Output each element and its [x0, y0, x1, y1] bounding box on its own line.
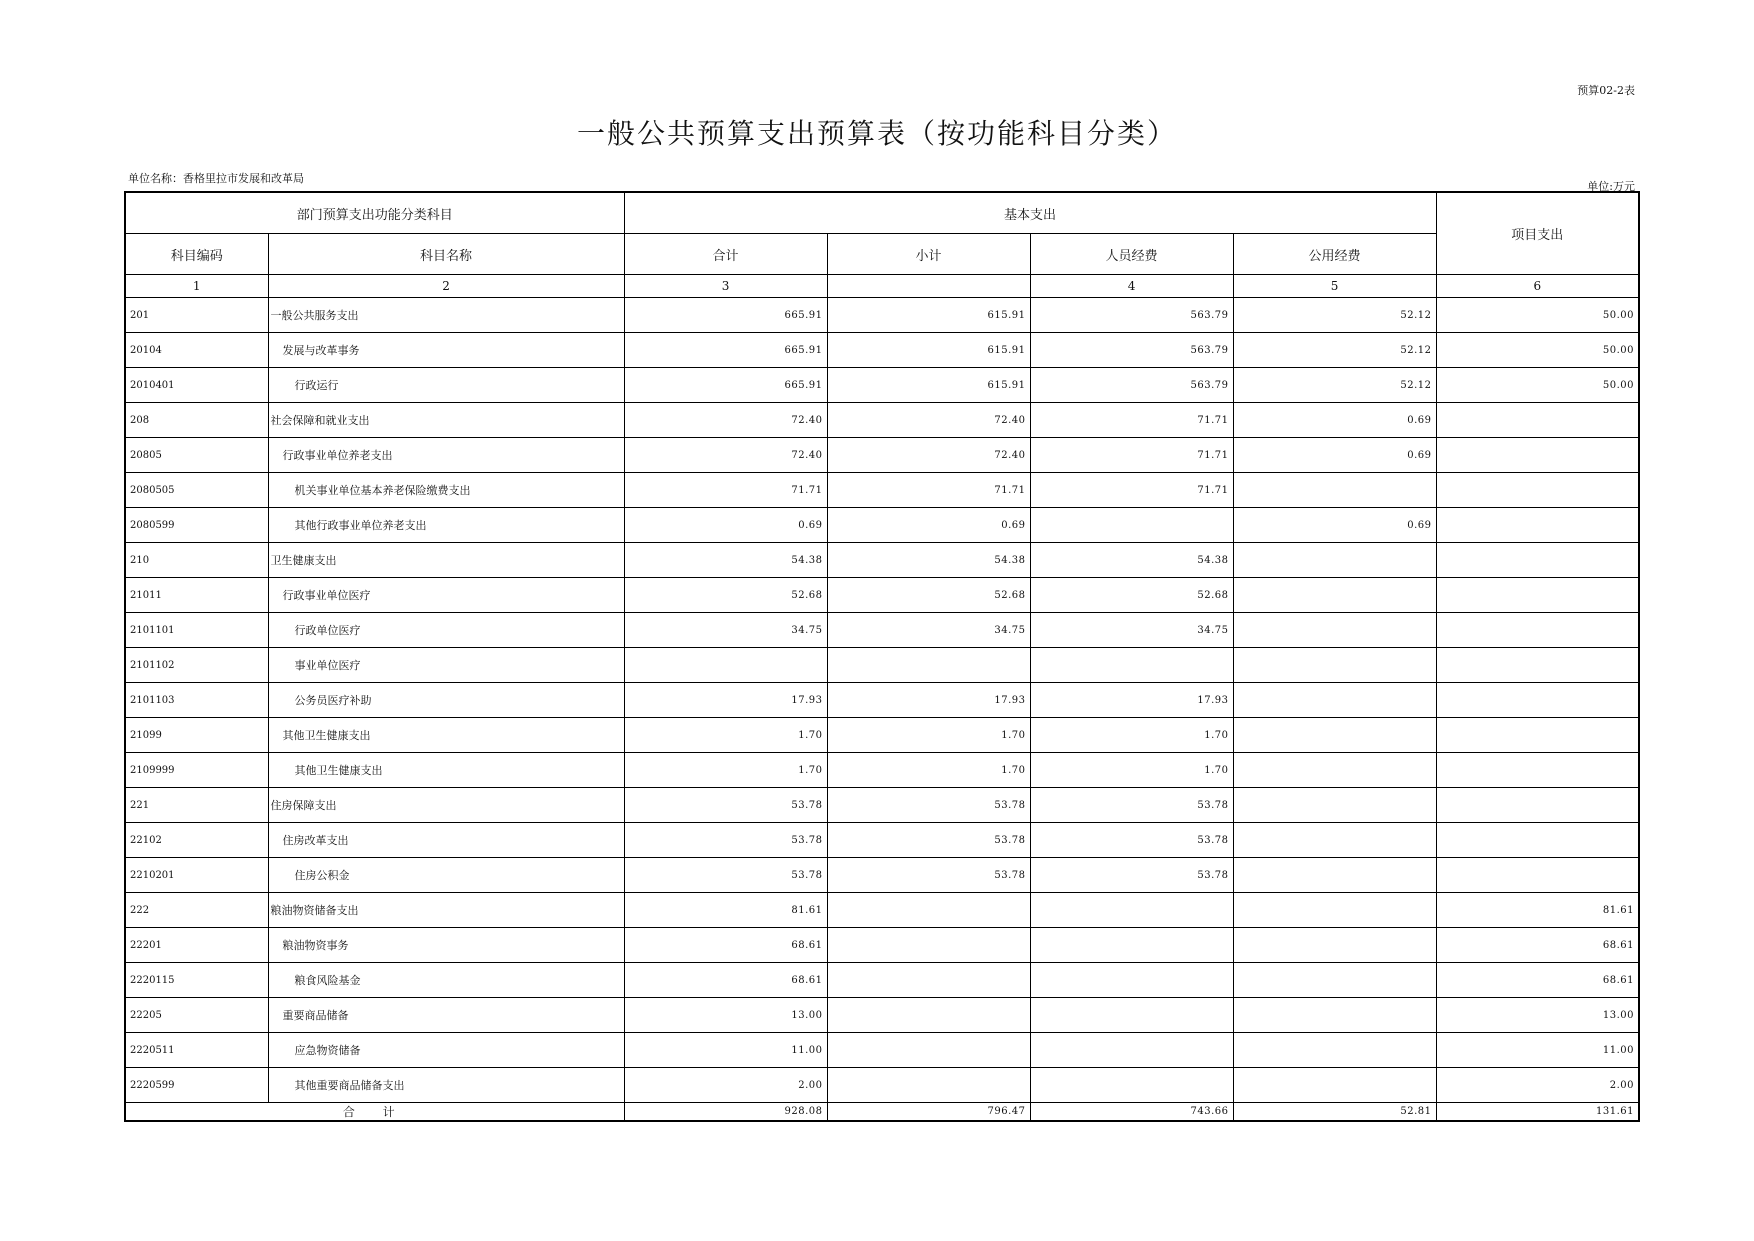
cell-personnel: 34.75 — [1030, 613, 1233, 648]
cell-project: 68.61 — [1436, 963, 1639, 998]
cell-project — [1436, 578, 1639, 613]
cell-name: 一般公共服务支出 — [268, 298, 624, 333]
cell-name: 行政事业单位医疗 — [268, 578, 624, 613]
cell-public: 0.69 — [1233, 403, 1436, 438]
table-row — [125, 648, 1639, 683]
cell-project: 81.61 — [1436, 893, 1639, 928]
cell-subtotal — [827, 963, 1030, 998]
cell-subtotal — [827, 648, 1030, 683]
cell-personnel: 71.71 — [1030, 438, 1233, 473]
cell-personnel — [1030, 893, 1233, 928]
cell-personnel — [1030, 1068, 1233, 1103]
header-index: 1 — [125, 275, 268, 298]
cell-project: 50.00 — [1436, 333, 1639, 368]
cell-public — [1233, 788, 1436, 823]
cell-subtotal: 17.93 — [827, 683, 1030, 718]
header-subtotal: 小计 — [827, 234, 1030, 275]
table-row — [125, 578, 1639, 613]
cell-public: 52.12 — [1233, 298, 1436, 333]
table-row — [125, 858, 1639, 893]
cell-public — [1233, 1033, 1436, 1068]
table-row — [125, 718, 1639, 753]
cell-total: 53.78 — [624, 788, 827, 823]
header-index: 6 — [1436, 275, 1639, 298]
cell-total: 71.71 — [624, 473, 827, 508]
cell-project — [1436, 788, 1639, 823]
cell-personnel: 53.78 — [1030, 788, 1233, 823]
cell-subtotal: 1.70 — [827, 753, 1030, 788]
cell-subtotal — [827, 928, 1030, 963]
cell-project: 50.00 — [1436, 368, 1639, 403]
header-index: 5 — [1233, 275, 1436, 298]
cell-subtotal: 72.40 — [827, 438, 1030, 473]
cell-total: 68.61 — [624, 928, 827, 963]
cell-public — [1233, 648, 1436, 683]
table-row — [125, 1068, 1639, 1103]
cell-subtotal: 71.71 — [827, 473, 1030, 508]
cell-public — [1233, 893, 1436, 928]
cell-project: 13.00 — [1436, 998, 1639, 1033]
cell-total: 54.38 — [624, 543, 827, 578]
cell-subtotal: 53.78 — [827, 823, 1030, 858]
cell-code: 2220115 — [125, 963, 268, 998]
table-row — [125, 543, 1639, 578]
cell-code: 2080505 — [125, 473, 268, 508]
cell-subtotal: 53.78 — [827, 858, 1030, 893]
cell-code: 2101103 — [125, 683, 268, 718]
cell-name: 应急物资储备 — [268, 1033, 624, 1068]
cell-personnel — [1030, 928, 1233, 963]
cell-code: 2220511 — [125, 1033, 268, 1068]
cell-total: 1.70 — [624, 718, 827, 753]
table-header — [125, 192, 1639, 298]
cell-code: 208 — [125, 403, 268, 438]
header-project: 项目支出 — [1436, 192, 1639, 275]
cell-project: 2.00 — [1436, 1068, 1639, 1103]
cell-public: 0.69 — [1233, 508, 1436, 543]
cell-subtotal: 0.69 — [827, 508, 1030, 543]
cell-total: 13.00 — [624, 998, 827, 1033]
cell-project — [1436, 543, 1639, 578]
cell-public: 0.69 — [1233, 438, 1436, 473]
cell-code: 22205 — [125, 998, 268, 1033]
cell-name: 社会保障和就业支出 — [268, 403, 624, 438]
cell-code: 22201 — [125, 928, 268, 963]
unit-name: 单位名称：香格里拉市发展和改革局 — [128, 172, 304, 185]
cell-name: 行政事业单位养老支出 — [268, 438, 624, 473]
cell-project — [1436, 683, 1639, 718]
cell-name: 其他卫生健康支出 — [268, 718, 624, 753]
cell-personnel: 71.71 — [1030, 473, 1233, 508]
cell-total: 17.93 — [624, 683, 827, 718]
table-row — [125, 508, 1639, 543]
cell-personnel — [1030, 648, 1233, 683]
cell-project — [1436, 613, 1639, 648]
cell-total: 1.70 — [624, 753, 827, 788]
cell-name: 事业单位医疗 — [268, 648, 624, 683]
cell-subtotal: 615.91 — [827, 333, 1030, 368]
cell-name: 住房公积金 — [268, 858, 624, 893]
cell-code: 222 — [125, 893, 268, 928]
cell-total: 11.00 — [624, 1033, 827, 1068]
cell-code: 2220599 — [125, 1068, 268, 1103]
cell-total: 53.78 — [624, 823, 827, 858]
cell-subtotal — [827, 893, 1030, 928]
cell-project: 68.61 — [1436, 928, 1639, 963]
cell-total — [624, 648, 827, 683]
cell-public — [1233, 718, 1436, 753]
cell-name: 行政运行 — [268, 368, 624, 403]
totals-total: 928.08 — [624, 1103, 827, 1122]
cell-public — [1233, 578, 1436, 613]
cell-personnel — [1030, 508, 1233, 543]
cell-project — [1436, 403, 1639, 438]
cell-subtotal: 54.38 — [827, 543, 1030, 578]
cell-subtotal: 53.78 — [827, 788, 1030, 823]
budget-table — [124, 191, 1640, 1122]
cell-personnel: 1.70 — [1030, 718, 1233, 753]
cell-name: 住房改革支出 — [268, 823, 624, 858]
cell-code: 2101101 — [125, 613, 268, 648]
header-index: 2 — [268, 275, 624, 298]
cell-public — [1233, 753, 1436, 788]
cell-code: 2080599 — [125, 508, 268, 543]
cell-name: 行政单位医疗 — [268, 613, 624, 648]
cell-public — [1233, 928, 1436, 963]
header-name: 科目名称 — [268, 234, 624, 275]
header-public: 公用经费 — [1233, 234, 1436, 275]
cell-total: 665.91 — [624, 298, 827, 333]
header-index: 4 — [1030, 275, 1233, 298]
cell-code: 2010401 — [125, 368, 268, 403]
cell-subtotal: 615.91 — [827, 368, 1030, 403]
cell-public — [1233, 543, 1436, 578]
cell-personnel: 52.68 — [1030, 578, 1233, 613]
cell-total: 72.40 — [624, 403, 827, 438]
header-basic-group: 基本支出 — [624, 192, 1436, 234]
cell-name: 其他行政事业单位养老支出 — [268, 508, 624, 543]
cell-total: 2.00 — [624, 1068, 827, 1103]
cell-project — [1436, 438, 1639, 473]
cell-code: 2101102 — [125, 648, 268, 683]
totals-label: 合 计 — [125, 1103, 624, 1122]
cell-personnel: 53.78 — [1030, 858, 1233, 893]
totals-subtotal: 796.47 — [827, 1103, 1030, 1122]
header-index: 3 — [624, 275, 827, 298]
table-row — [125, 473, 1639, 508]
cell-personnel — [1030, 998, 1233, 1033]
cell-code: 2210201 — [125, 858, 268, 893]
cell-name: 其他卫生健康支出 — [268, 753, 624, 788]
cell-name: 发展与改革事务 — [268, 333, 624, 368]
table-row — [125, 1033, 1639, 1068]
cell-name: 机关事业单位基本养老保险缴费支出 — [268, 473, 624, 508]
cell-subtotal: 34.75 — [827, 613, 1030, 648]
cell-total: 81.61 — [624, 893, 827, 928]
cell-code: 2109999 — [125, 753, 268, 788]
totals-personnel: 743.66 — [1030, 1103, 1233, 1122]
cell-name: 粮食风险基金 — [268, 963, 624, 998]
cell-name: 粮油物资储备支出 — [268, 893, 624, 928]
cell-public — [1233, 473, 1436, 508]
table-row — [125, 823, 1639, 858]
cell-project — [1436, 718, 1639, 753]
cell-name: 其他重要商品储备支出 — [268, 1068, 624, 1103]
table-row — [125, 613, 1639, 648]
page-title: 一般公共预算支出预算表（按功能科目分类） — [576, 117, 1177, 150]
table-row — [125, 298, 1639, 333]
cell-public — [1233, 963, 1436, 998]
cell-project — [1436, 473, 1639, 508]
cell-subtotal: 615.91 — [827, 298, 1030, 333]
cell-subtotal — [827, 1068, 1030, 1103]
cell-total: 53.78 — [624, 858, 827, 893]
cell-personnel: 71.71 — [1030, 403, 1233, 438]
cell-personnel: 563.79 — [1030, 368, 1233, 403]
cell-subtotal — [827, 1033, 1030, 1068]
cell-code: 221 — [125, 788, 268, 823]
totals-project: 131.61 — [1436, 1103, 1639, 1122]
cell-project — [1436, 508, 1639, 543]
cell-total: 52.68 — [624, 578, 827, 613]
header-code: 科目编码 — [125, 234, 268, 275]
cell-subtotal: 72.40 — [827, 403, 1030, 438]
totals-row — [125, 1103, 1639, 1122]
cell-personnel: 1.70 — [1030, 753, 1233, 788]
unit-label: 单位:万元 — [1587, 180, 1635, 193]
form-code: 预算02-2表 — [1577, 84, 1635, 97]
cell-name: 粮油物资事务 — [268, 928, 624, 963]
cell-project — [1436, 858, 1639, 893]
cell-total: 665.91 — [624, 368, 827, 403]
cell-subtotal: 1.70 — [827, 718, 1030, 753]
table-body — [125, 298, 1639, 1103]
cell-name: 重要商品储备 — [268, 998, 624, 1033]
cell-name: 住房保障支出 — [268, 788, 624, 823]
table-row — [125, 368, 1639, 403]
cell-project — [1436, 823, 1639, 858]
cell-code: 20104 — [125, 333, 268, 368]
cell-project: 50.00 — [1436, 298, 1639, 333]
cell-name: 卫生健康支出 — [268, 543, 624, 578]
cell-public: 52.12 — [1233, 333, 1436, 368]
cell-personnel: 54.38 — [1030, 543, 1233, 578]
cell-subtotal — [827, 998, 1030, 1033]
cell-total: 665.91 — [624, 333, 827, 368]
cell-project: 11.00 — [1436, 1033, 1639, 1068]
cell-project — [1436, 648, 1639, 683]
cell-total: 0.69 — [624, 508, 827, 543]
cell-total: 34.75 — [624, 613, 827, 648]
table-row — [125, 893, 1639, 928]
table-row — [125, 753, 1639, 788]
table-row — [125, 333, 1639, 368]
cell-personnel: 17.93 — [1030, 683, 1233, 718]
cell-personnel: 563.79 — [1030, 333, 1233, 368]
header-personnel: 人员经费 — [1030, 234, 1233, 275]
cell-code: 21011 — [125, 578, 268, 613]
cell-code: 20805 — [125, 438, 268, 473]
cell-project — [1436, 753, 1639, 788]
table-row — [125, 788, 1639, 823]
table-row — [125, 683, 1639, 718]
cell-public — [1233, 858, 1436, 893]
cell-name: 公务员医疗补助 — [268, 683, 624, 718]
header-total: 合计 — [624, 234, 827, 275]
cell-personnel — [1030, 1033, 1233, 1068]
table-row — [125, 438, 1639, 473]
cell-public — [1233, 998, 1436, 1033]
cell-personnel — [1030, 963, 1233, 998]
cell-code: 210 — [125, 543, 268, 578]
cell-personnel: 563.79 — [1030, 298, 1233, 333]
cell-subtotal: 52.68 — [827, 578, 1030, 613]
cell-code: 22102 — [125, 823, 268, 858]
header-index — [827, 275, 1030, 298]
cell-public — [1233, 613, 1436, 648]
cell-total: 68.61 — [624, 963, 827, 998]
cell-code: 21099 — [125, 718, 268, 753]
header-function-group: 部门预算支出功能分类科目 — [125, 192, 624, 234]
totals-public: 52.81 — [1233, 1103, 1436, 1122]
cell-personnel: 53.78 — [1030, 823, 1233, 858]
table-row — [125, 928, 1639, 963]
cell-public — [1233, 823, 1436, 858]
cell-total: 72.40 — [624, 438, 827, 473]
cell-public — [1233, 1068, 1436, 1103]
cell-code: 201 — [125, 298, 268, 333]
table-row — [125, 998, 1639, 1033]
cell-public: 52.12 — [1233, 368, 1436, 403]
table-row — [125, 403, 1639, 438]
cell-public — [1233, 683, 1436, 718]
table-row — [125, 963, 1639, 998]
